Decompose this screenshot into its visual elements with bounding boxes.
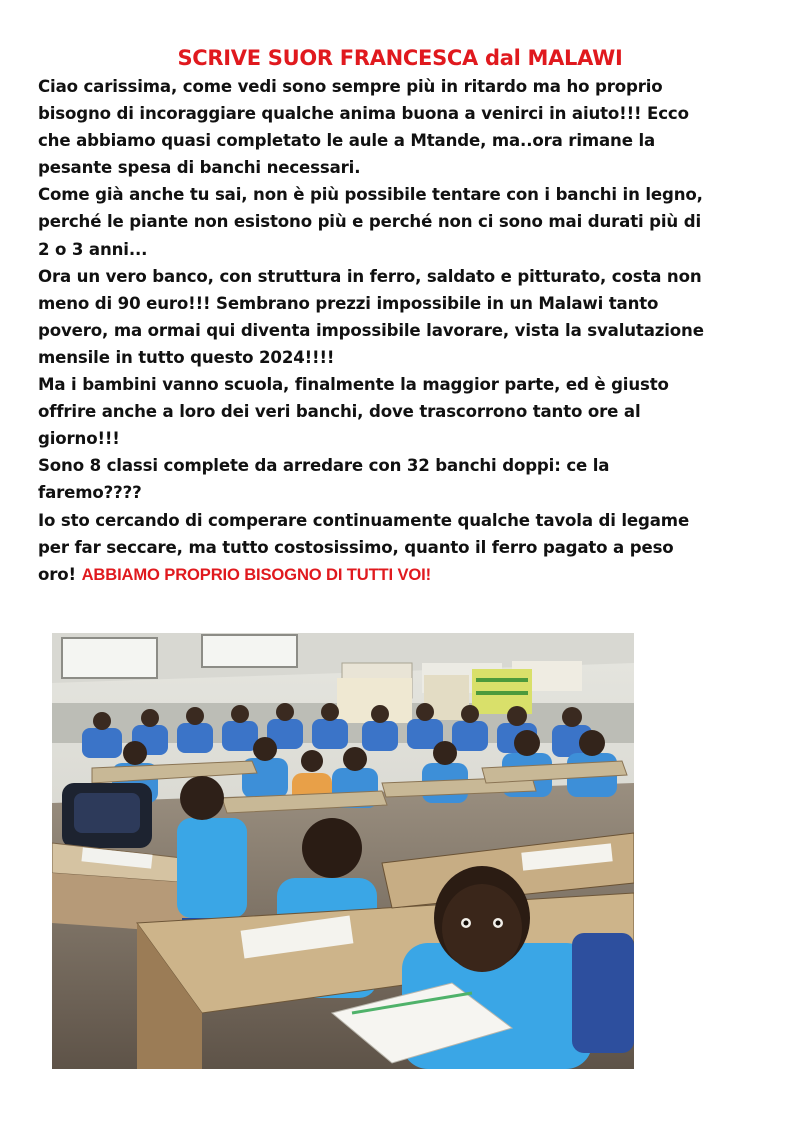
classroom-photo xyxy=(52,633,634,1069)
letter-line: Ora un vero banco, con struttura in ferro, saldato e pitturato, costa non xyxy=(38,266,702,286)
letter-line: per far seccare, ma tutto costosissimo, quanto il ferro pagato a peso xyxy=(38,537,674,557)
letter-line: mensile in tutto questo 2024!!!! xyxy=(38,347,335,367)
letter-line: giorno!!! xyxy=(38,429,120,449)
letter-line: povero, ma ormai qui diventa impossibile lavorare, vista la svalutazione xyxy=(38,320,704,340)
letter-line: pesante spesa di banchi necessari. xyxy=(38,158,361,178)
page-title: SCRIVE SUOR FRANCESCA dal MALAWI xyxy=(177,46,623,71)
letter-line: Sono 8 classi complete da arredare con 32 banchi doppi: ce la xyxy=(38,456,610,476)
letter-line: 2 o 3 anni... xyxy=(38,239,148,259)
letter-line: faremo???? xyxy=(38,483,142,503)
letter-line: offrire anche a loro dei veri banchi, dove trascorrono tanto ore al xyxy=(38,402,641,422)
letter-line: Io sto cercando di comperare continuamente qualche tavola di legame xyxy=(38,510,690,530)
letter-line-end: oro! xyxy=(38,564,82,584)
letter-line: Come già anche tu sai, non è più possibile tentare con i banchi in legno, xyxy=(38,185,703,205)
letter-line: perché le piante non esistono più e perché non ci sono mai durati più di xyxy=(38,212,701,232)
letter-line: Ma i bambini vanno scuola, finalmente la maggior parte, ed è giusto xyxy=(38,375,669,395)
appeal-text: ABBIAMO PROPRIO BISOGNO DI TUTTI VOI! xyxy=(81,564,431,584)
letter-line: Ciao carissima, come vedi sono sempre più in ritardo ma ho proprio xyxy=(38,77,663,96)
letter-body xyxy=(38,73,768,588)
letter-line: bisogno di incoraggiare qualche anima buona a venirci in aiuto!!! Ecco xyxy=(38,104,689,124)
letter-line: che abbiamo quasi completato le aule a Mtande, ma..ora rimane la xyxy=(38,131,656,151)
letter-last-line xyxy=(38,561,768,588)
letter-line: meno di 90 euro!!! Sembrano prezzi impossibile in un Malawi tanto xyxy=(38,293,659,313)
